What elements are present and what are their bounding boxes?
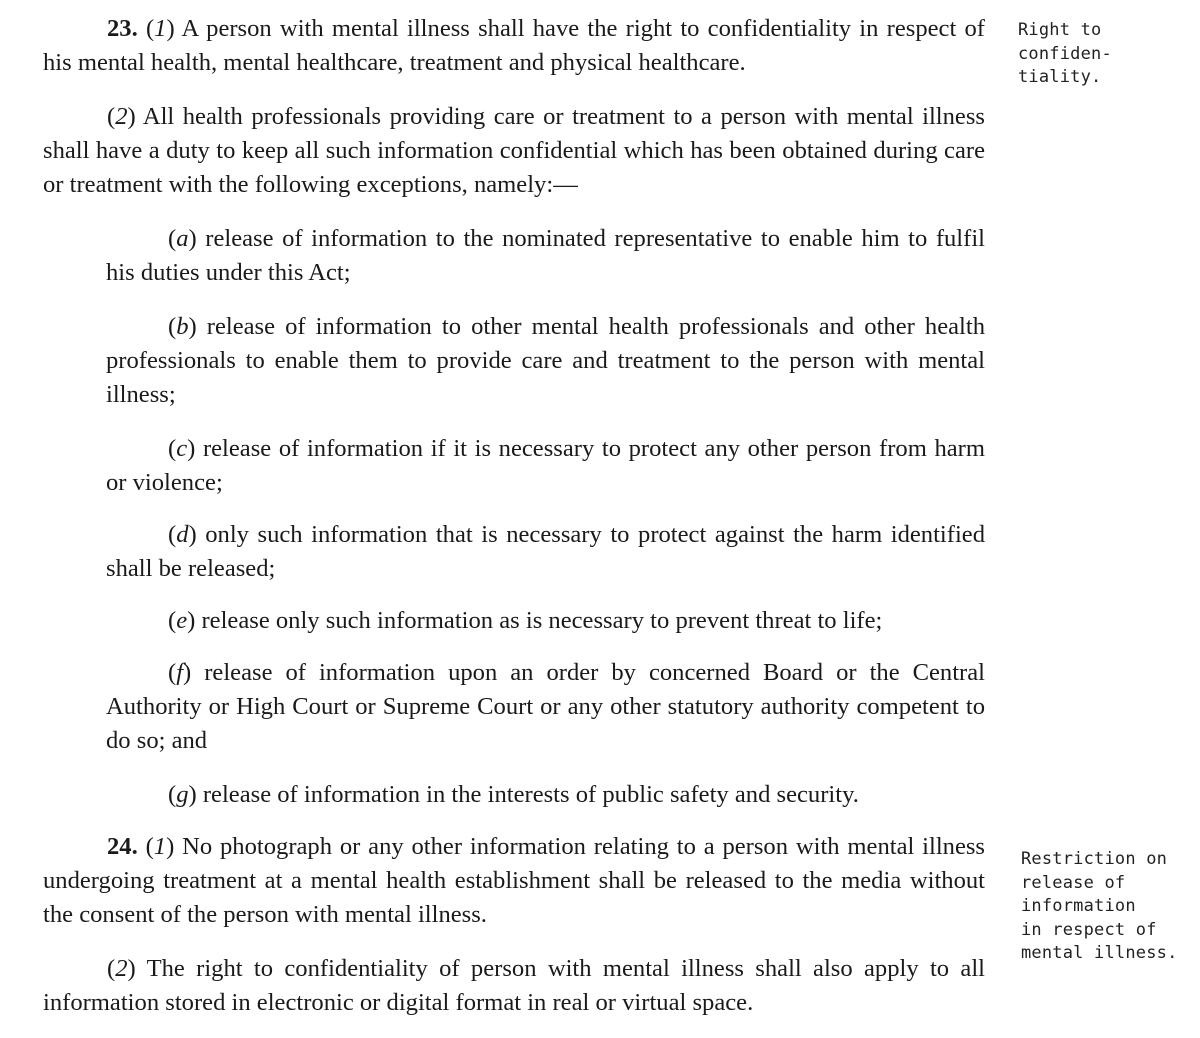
section-23-subsection-2: (2) All health professionals providing care or treatment to a person with mental illness shall have a duty to keep all such information confidential which has been obtained during care or treatment with the following exceptions, namely:— bbox=[43, 103, 985, 198]
section-number: 24. bbox=[107, 833, 138, 860]
subsection-text: The right to confidentiality of person with mental illness shall also apply to all information stored in electronic or digital format in real or virtual space. bbox=[43, 955, 985, 1016]
section-24-subsection-1: 24. (1) No photograph or any other information relating to a person with mental illness undergoing treatment at a mental health establishment shall be released to the media without the consent of the person with mental illness. bbox=[43, 833, 986, 928]
subsection-text: No photograph or any other information relating to a person with mental illness undergoing treatment at a mental health establishment shall be released to the media without the consent of the person with mental illness. bbox=[43, 833, 986, 928]
clause-label: d bbox=[176, 521, 189, 548]
clause-label: e bbox=[176, 607, 188, 634]
clause-text: release only such information as is necessary to prevent threat to life; bbox=[195, 607, 883, 634]
clause-b: (b) release of information to other mental health professionals and other health professionals to enable them to provide care and treatment to the person with mental illness; bbox=[106, 313, 985, 408]
clause-g: (g) release of information in the interests of public safety and security. bbox=[168, 781, 859, 808]
subsection-text: A person with mental illness shall have the right to confidentiality in respect of his mental health, mental healthcare, treatment and physical healthcare. bbox=[43, 15, 986, 76]
clause-text: release of information to other mental health professionals and other health professionals to enable them to provide care and treatment to the person with mental illness; bbox=[106, 313, 985, 408]
subsection-label: 1 bbox=[153, 833, 167, 860]
clause-e: (e) release only such information as is necessary to prevent threat to life; bbox=[168, 607, 883, 634]
section-23-subsection-1: 23. (1) A person with mental illness shall have the right to confidentiality in respect of his mental health, mental healthcare, treatment and physical healthcare. bbox=[43, 15, 986, 76]
clause-text: only such information that is necessary to protect against the harm identified shall be released; bbox=[106, 521, 985, 582]
document-body bbox=[43, 12, 985, 1020]
clause-label: g bbox=[176, 781, 189, 808]
clause-a: (a) release of information to the nominated representative to enable him to fulfil his duties under this Act; bbox=[106, 225, 985, 286]
margin-note-section-23: Right to confiden- tiality. bbox=[1018, 20, 1112, 87]
clause-label: c bbox=[176, 435, 188, 462]
clause-d: (d) only such information that is necessary to protect against the harm identified shall be released; bbox=[106, 521, 985, 582]
subsection-label: 2 bbox=[115, 955, 128, 982]
subsection-label: 2 bbox=[115, 103, 128, 130]
clause-label: a bbox=[176, 225, 189, 252]
clause-text: release of information in the interests of public safety and security. bbox=[196, 781, 859, 808]
clause-label: b bbox=[176, 313, 189, 340]
clause-c: (c) release of information if it is necessary to protect any other person from harm or violence; bbox=[106, 435, 985, 496]
section-number: 23. bbox=[107, 15, 138, 42]
subsection-label: 1 bbox=[154, 15, 167, 42]
clause-f: (f) release of information upon an order by concerned Board or the Central Authority or High Court or Supreme Court or any other statutory authority competent to do so; and bbox=[106, 659, 985, 754]
clause-text: release of information to the nominated representative to enable him to fulfil his duties under this Act; bbox=[106, 225, 985, 286]
clause-text: release of information upon an order by concerned Board or the Central Authority or High Court or Supreme Court or any other statutory authority competent to do so; and bbox=[106, 659, 985, 754]
clause-text: release of information if it is necessary to protect any other person from harm or violence; bbox=[106, 435, 985, 496]
section-24-subsection-2: (2) The right to confidentiality of person with mental illness shall also apply to all information stored in electronic or digital format in real or virtual space. bbox=[43, 955, 985, 1016]
margin-note-section-24: Restriction on release of information in respect of mental illness. bbox=[1021, 849, 1178, 963]
subsection-text: All health professionals providing care or treatment to a person with mental illness shall have a duty to keep all such information confidential which has been obtained during care or treatment with the following exceptions, namely:— bbox=[43, 103, 985, 198]
clause-label: f bbox=[176, 659, 184, 686]
